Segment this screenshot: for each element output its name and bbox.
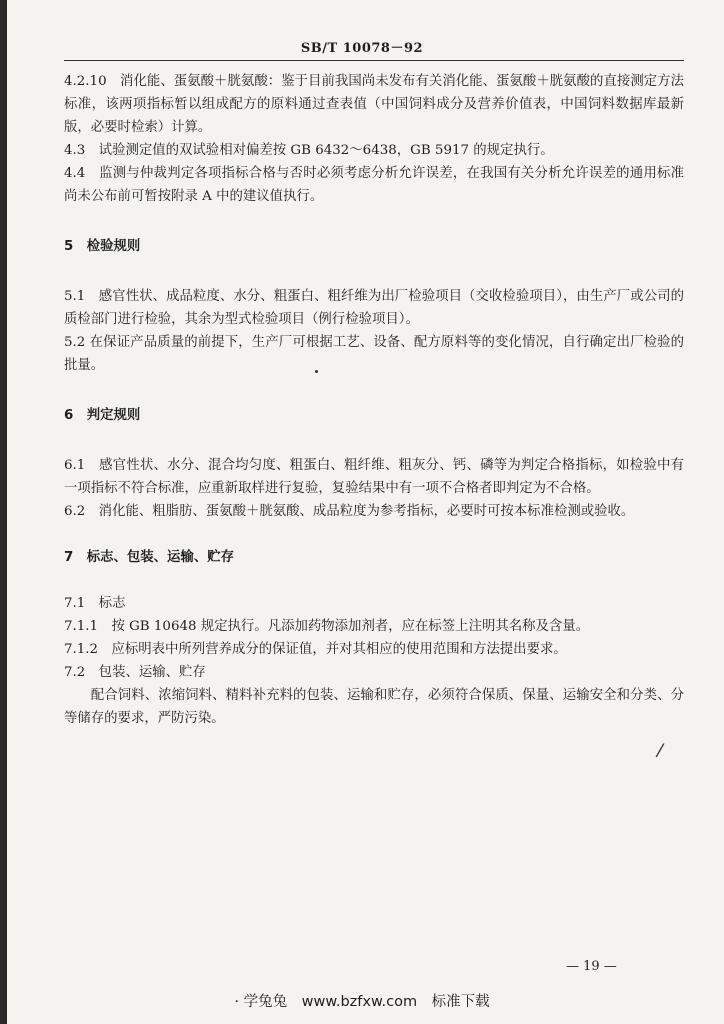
header-rule — [64, 60, 684, 61]
page-number: — 19 — — [566, 959, 617, 974]
footer-watermark: · 学兔兔 www.bzfxw.com 标准下载 — [234, 994, 490, 1010]
page-header: SB/T 10078－92 — [300, 41, 424, 56]
pen-mark: / — [654, 739, 666, 762]
scan-edge — [0, 0, 7, 1024]
clause-5-2: 5.2 在保证产品质量的前提下，生产厂可根据工艺、设备、配方原料等的变化情况，自行确定出厂检验的批量。 — [64, 335, 684, 373]
clause-7-2: 7.2 包装、运输、贮存 — [64, 665, 206, 680]
section-7-heading: 7 标志、包装、运输、贮存 — [64, 550, 235, 565]
clause-7-1: 7.1 标志 — [64, 596, 126, 611]
clause-4-3: 4.3 试验测定值的双试验相对偏差按 GB 6432～6438，GB 5917 的规定执行。 — [64, 143, 554, 158]
page-body — [64, 70, 684, 730]
clause-6-1: 6.1 感官性状、水分、混合均匀度、粗蛋白、粗纤维、粗灰分、钙、磷等为判定合格指标，如检验中有一项指标不符合标准，应重新取样进行复验，复验结果中有一项不合格者即判定为不合格。 — [64, 458, 684, 496]
clause-6-2: 6.2 消化能、粗脂肪、蛋氨酸＋胱氨酸、成品粒度为参考指标，必要时可按本标准检测或验收。 — [64, 504, 635, 519]
clause-4-2-10: 4.2.10 消化能、蛋氨酸＋胱氨酸：鉴于目前我国尚未发布有关消化能、蛋氨酸＋胱氨酸的直接测定方法标准，该两项指标暂以组成配方的原料通过查表值（中国饲料成分及营养价值表，中国饲料数据库最新版，必要时检索）计算。 — [64, 74, 684, 135]
section-5-heading: 5 检验规则 — [64, 239, 141, 254]
clause-5-1: 5.1 感官性状、成品粒度、水分、粗蛋白、粗纤维为出厂检验项目（交收检验项目），由生产厂或公司的质检部门进行检验，其余为型式检验项目（例行检验项目）。 — [64, 289, 684, 327]
clause-7-2-text: 配合饲料、浓缩饲料、精料补充料的包装、运输和贮存，必须符合保质、保量、运输安全和分类、分等储存的要求，严防污染。 — [64, 688, 684, 726]
clause-7-1-2: 7.1.2 应标明表中所列营养成分的保证值，并对其相应的使用范围和方法提出要求。 — [64, 642, 567, 657]
section-6-heading: 6 判定规则 — [64, 408, 141, 423]
clause-4-4: 4.4 监测与仲裁判定各项指标合格与否时必须考虑分析允许误差，在我国有关分析允许误差的通用标准尚未公布前可暂按附录 A 中的建议值执行。 — [64, 166, 684, 204]
scan-speck — [315, 370, 318, 373]
clause-7-1-1: 7.1.1 按 GB 10648 规定执行。凡添加药物添加剂者，应在标签上注明其名称及含量。 — [64, 619, 590, 634]
